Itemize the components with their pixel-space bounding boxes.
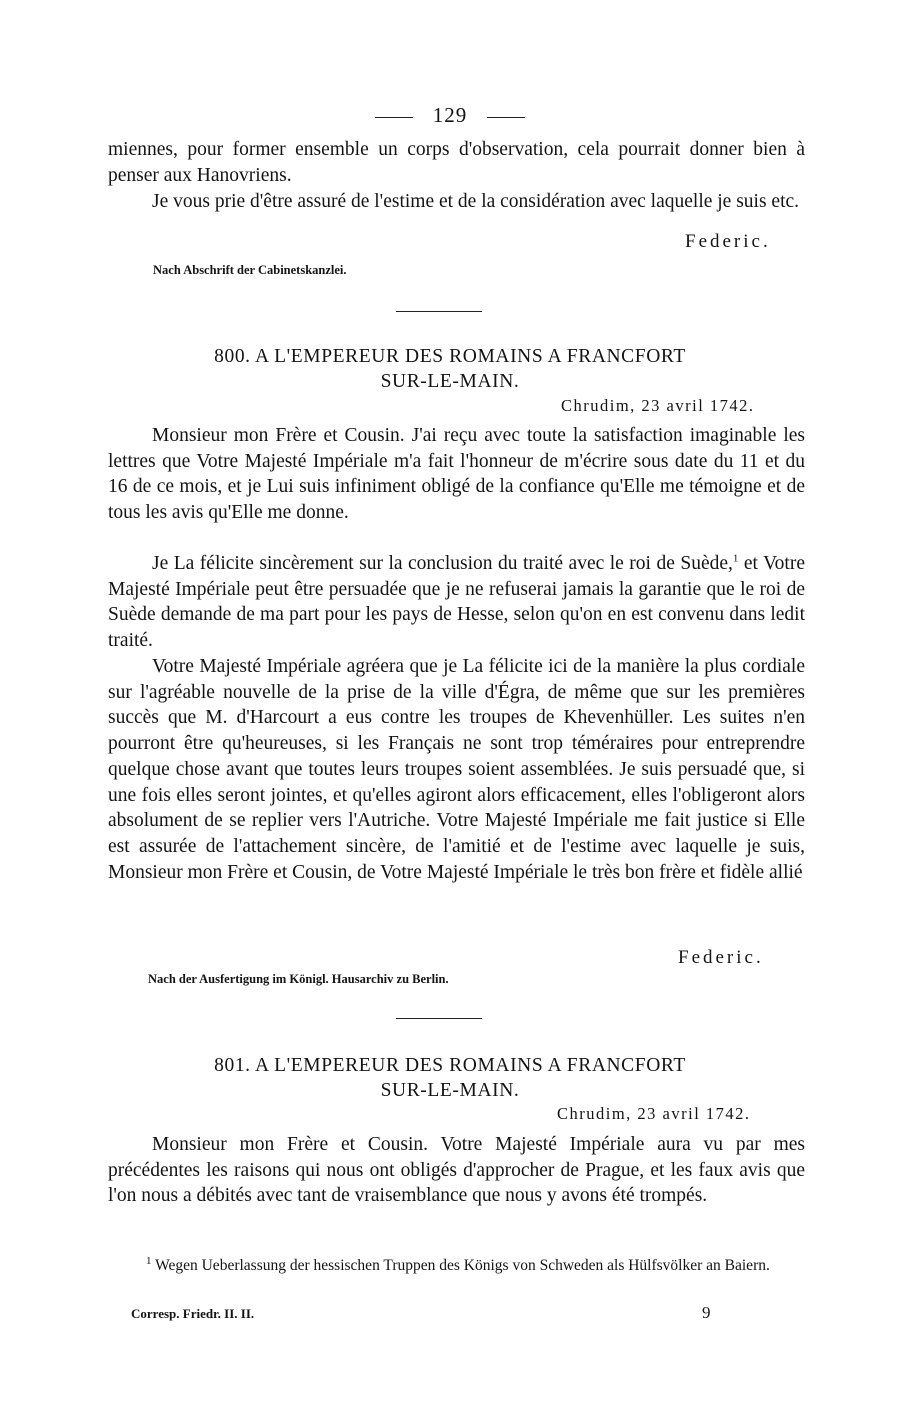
letter-heading-line2: SUR-LE-MAIN. <box>380 371 520 392</box>
letter-paragraph <box>108 551 805 654</box>
letter-paragraph: Votre Majesté Impériale agréera que je La félicite ici de la manière la plus cordiale sur l'agréable nouvelle de la prise de la ville d'Égra, de même que sur les premières succès que M. d'Harcourt a eus contre les troupes de Khevenhüller. Les suites n'en pourront être qu'heureuses, si les Français ne sont trop téméraires pour entreprendre quelque chose avant que toutes leurs troupes soient assemblées. Je suis persuadé que, si une fois elles seront jointes, et qu'elles agiront alors efficacement, elles l'obligeront alors absolument de se replier vers l'Autriche. Votre Majesté Impériale me fait justice si Elle est assurée de l'attachement sincère, de l'amitié et de l'estime avec laquelle je suis, Monsieur mon Frère et Cousin, de Votre Majesté Impériale le très bon frère et fidèle allié <box>108 656 805 883</box>
page-number: 129 <box>432 103 468 127</box>
source-note: Nach der Ausfertigung im Königl. Hausarchiv zu Berlin. <box>148 972 449 986</box>
letter-paragraph: Monsieur mon Frère et Cousin. Votre Majesté Impériale aura vu par mes précédentes les raisons qui nous ont obligés d'approcher de Prague, et les faux avis que l'on nous a débités avec tant de vraisemblance que nous y avons été trompés. <box>108 1134 805 1207</box>
footnote-text: Wegen Ueberlassung der hessischen Truppen des Königs von Schweden als Hülfsvölker an Baiern. <box>151 1257 770 1274</box>
signature: Federic. <box>678 947 764 968</box>
footnote <box>104 1255 798 1277</box>
footer-sheet-number: 9 <box>702 1303 711 1322</box>
dateline: Chrudim, 23 avril 1742. <box>557 1104 751 1123</box>
footnote-number: 1 <box>146 1254 152 1267</box>
letter-heading: 800. A L'EMPEREUR DES ROMAINS A FRANCFORT <box>214 346 686 367</box>
section-divider <box>396 311 482 312</box>
letter-paragraph: Monsieur mon Frère et Cousin. J'ai reçu avec toute la satisfaction imaginable les lettres que Votre Majesté Impériale m'a fait l'honneur de m'écrire sous date du 11 et du 16 de ce mois, et je Lui suis infiniment obligé de la confiance qu'Elle me témoigne et de tous les avis qu'Elle me donne. <box>108 425 805 524</box>
footnote-marker: 1 <box>732 552 739 565</box>
section-divider <box>396 1018 482 1019</box>
paragraph-closing: Je vous prie d'être assuré de l'estime et de la considération avec laquelle je suis etc. <box>152 191 800 212</box>
dateline: Chrudim, 23 avril 1742. <box>561 396 755 415</box>
footer-signature-mark: Corresp. Friedr. II. II. <box>131 1306 255 1321</box>
signature: Federic. <box>685 231 771 252</box>
paragraph-text: et Votre Majesté Impériale peut être persuadée que je ne refuserai jamais la garantie que le roi de Suède demande de ma part pour les pays de Hesse, selon qu'on en est convenu dans ledit traité. <box>108 553 805 652</box>
letter-heading: 801. A L'EMPEREUR DES ROMAINS A FRANCFORT <box>214 1055 686 1076</box>
page-number-line <box>0 103 900 128</box>
dash-right <box>487 117 525 118</box>
dash-left <box>375 117 413 118</box>
paragraph-text: Je La félicite sincèrement sur la conclusion du traité avec le roi de Suède, <box>152 553 733 574</box>
paragraph-continuation: miennes, pour former ensemble un corps d'observation, cela pourrait donner bien à penser aux Hanovriens. <box>108 139 805 186</box>
letter-heading-line2: SUR-LE-MAIN. <box>380 1080 520 1101</box>
source-note: Nach Abschrift der Cabinetskanzlei. <box>153 263 347 277</box>
